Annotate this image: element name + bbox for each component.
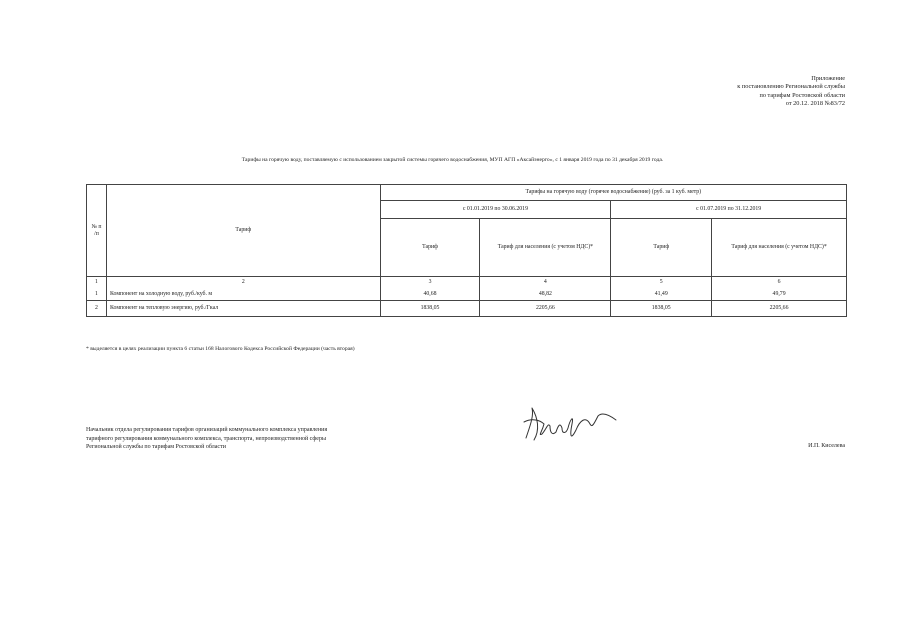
column-number: 5 xyxy=(611,277,712,289)
column-number: 6 xyxy=(712,277,847,289)
position-line: Начальник отдела регулирования тарифов организаций коммунального комплекса управления xyxy=(86,427,328,433)
column-number: 4 xyxy=(480,277,611,289)
column-number: 1 xyxy=(87,277,107,289)
row-name: Компонент на холодную воду, руб./куб. м xyxy=(106,289,380,301)
document-title: Тарифы на горячую воду, поставляемую с использованием закрытой системы горячего водоснабжения, МУП АГП «Аксайэнерго», с 1 января 2019 года по 31 декабря 2019 года. xyxy=(241,157,664,163)
appendix-line: Приложение xyxy=(811,75,845,82)
row-value: 40,68 xyxy=(380,289,480,301)
tariff-header: Тариф xyxy=(106,185,380,277)
sub-header-population-2: Тариф для населения (с учетом НДС)* xyxy=(712,219,847,277)
num-header: № п /п xyxy=(87,185,107,277)
signatory-position xyxy=(86,426,327,452)
row-value: 41,49 xyxy=(611,289,712,301)
column-number: 2 xyxy=(106,277,380,289)
row-value: 48,82 xyxy=(480,289,611,301)
position-line: тарифного регулирования коммунального комплекса, транспорта, непроизводственной сферы xyxy=(86,435,326,442)
sub-header-population-1: Тариф для населения (с учетом НДС)* xyxy=(480,219,611,277)
appendix-line: по тарифам Ростовской области xyxy=(759,91,845,99)
table-row xyxy=(87,301,847,317)
period-header-1: с 01.01.2019 по 30.06.2019 xyxy=(380,201,611,219)
row-value: 1838,05 xyxy=(611,301,712,317)
appendix-line: к постановлению Региональной службы xyxy=(737,83,845,91)
sub-header-tariff-2: Тариф xyxy=(611,219,712,277)
signatory-name: И.П. Киселева xyxy=(808,443,845,449)
footnote: * выделяется в целях реализации пункта 6 статьи 168 Налогового Кодекса Российской Федерации (часть вторая) xyxy=(86,346,355,352)
table-row xyxy=(87,289,847,301)
handwritten-signature xyxy=(520,400,620,448)
row-name: Компонент на тепловую энергию, руб./Гкал xyxy=(106,301,380,317)
tariff-table xyxy=(86,184,847,317)
period-header-2: с 01.07.2019 по 31.12.2019 xyxy=(611,201,847,219)
row-value: 2205,66 xyxy=(712,301,847,317)
row-value: 2205,66 xyxy=(480,301,611,317)
position-line: Региональной службы по тарифам Ростовской области xyxy=(86,444,226,451)
row-number: 2 xyxy=(87,301,107,317)
column-number: 3 xyxy=(380,277,480,289)
appendix-line: от 20.12. 2018 №83/72 xyxy=(785,99,845,107)
row-value: 1838,05 xyxy=(380,301,480,317)
row-number: 1 xyxy=(87,289,107,301)
row-value: 49,79 xyxy=(712,289,847,301)
group-header: Тарифы на горячую воду (горячее водоснабжение) (руб. за 1 куб. метр) xyxy=(380,185,846,201)
appendix-block xyxy=(737,75,845,108)
sub-header-tariff-1: Тариф xyxy=(380,219,480,277)
